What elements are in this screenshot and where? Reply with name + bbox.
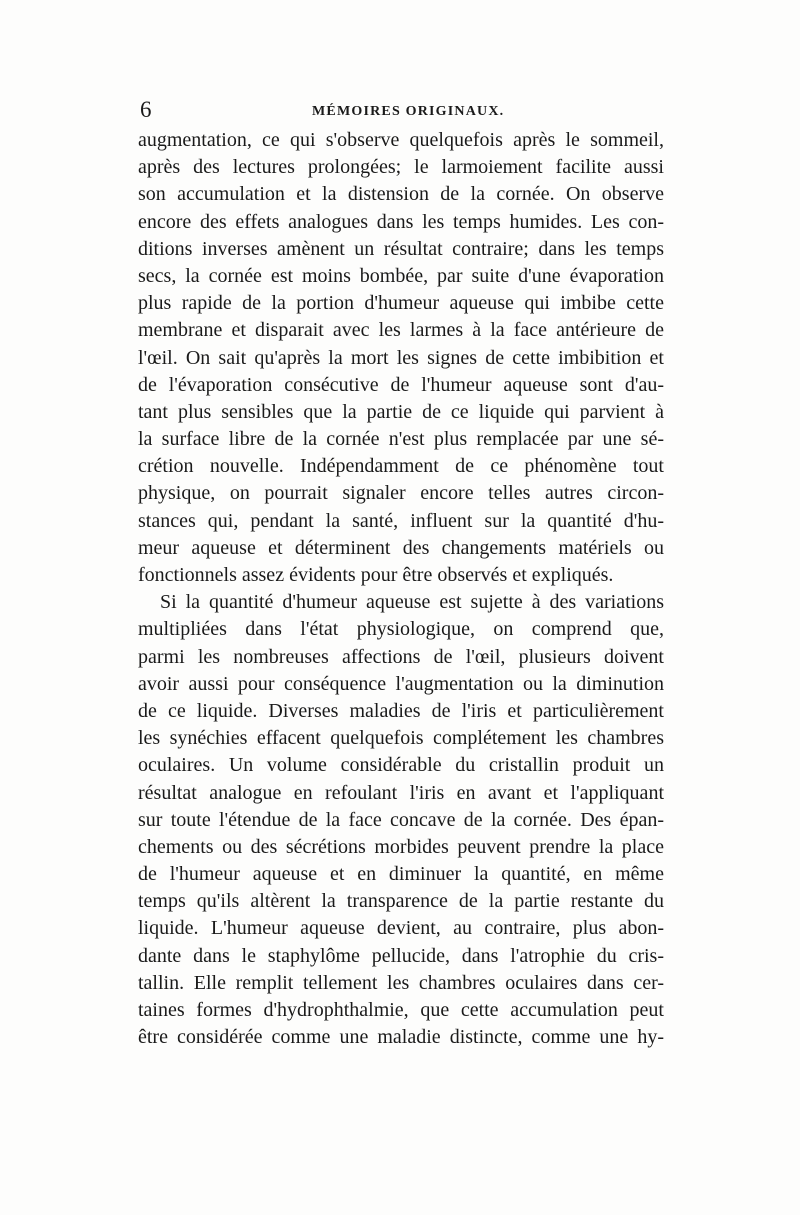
paragraph-start-line: Si la quantité d'humeur aqueuse est sujette à des variations — [160, 591, 664, 614]
text-line: multipliées dans l'état physiologique, on comprend que, — [138, 618, 664, 641]
text-line: physique, on pourrait signaler encore telles autres circon- — [138, 482, 664, 505]
text-line: la surface libre de la cornée n'est plus remplacée par une sé- — [138, 428, 664, 451]
text-line: ditions inverses amènent un résultat contraire; dans les temps — [138, 237, 664, 260]
text-line: de l'humeur aqueuse et en diminuer la quantité, en même — [138, 863, 664, 886]
body-text — [138, 127, 664, 1051]
running-title: MÉMOIRES ORIGINAUX. — [312, 104, 505, 119]
text-line: résultat analogue en refoulant l'iris en avant et l'appliquant — [138, 781, 664, 804]
text-line: plus rapide de la portion d'humeur aqueuse qui imbibe cette — [138, 292, 664, 315]
text-line: membrane et disparait avec les larmes à la face antérieure de — [138, 319, 664, 342]
text-line: temps qu'ils altèrent la transparence de la partie restante du — [138, 890, 664, 913]
text-line: être considérée comme une maladie distincte, comme une hy- — [138, 1026, 664, 1049]
text-line: dante dans le staphylôme pellucide, dans l'atrophie du cris- — [138, 944, 664, 967]
text-line: secs, la cornée est moins bombée, par suite d'une évaporation — [138, 264, 664, 287]
text-line: encore des effets analogues dans les temps humides. Les con- — [138, 210, 664, 233]
text-line: les synéchies effacent quelquefois complétement les chambres — [138, 727, 664, 750]
text-line: meur aqueuse et déterminent des changements matériels ou — [138, 536, 664, 559]
text-line: parmi les nombreuses affections de l'œil, plusieurs doivent — [138, 645, 664, 668]
text-line: augmentation, ce qui s'observe quelquefois après le sommeil, — [138, 129, 664, 151]
text-line: avoir aussi pour conséquence l'augmentation ou la diminution — [138, 672, 664, 695]
text-line: taines formes d'hydrophthalmie, que cette accumulation peut — [138, 999, 664, 1021]
text-line: chements ou des sécrétions morbides peuvent prendre la place — [138, 835, 664, 858]
text-line: crétion nouvelle. Indépendamment de ce phénomène tout — [138, 455, 664, 478]
running-head — [136, 96, 666, 126]
text-line: tallin. Elle remplit tellement les chambres oculaires dans cer- — [138, 971, 664, 994]
text-line: de ce liquide. Diverses maladies de l'iris et particulièrement — [138, 699, 664, 722]
text-line: tant plus sensibles que la partie de ce liquide qui parvient à — [138, 400, 664, 423]
page-number: 6 — [140, 97, 152, 122]
text-line: après des lectures prolongées; le larmoiement facilite aussi — [138, 156, 664, 179]
text-line: sur toute l'étendue de la face concave de la cornée. Des épan- — [138, 808, 664, 831]
text-line: stances qui, pendant la santé, influent sur la quantité d'hu- — [138, 509, 664, 532]
text-line: de l'évaporation consécutive de l'humeur aqueuse sont d'au- — [138, 373, 664, 396]
text-line: l'œil. On sait qu'après la mort les signes de cette imbibition et — [138, 346, 664, 369]
text-line: oculaires. Un volume considérable du cristallin produit un — [138, 754, 664, 777]
text-line: son accumulation et la distension de la cornée. On observe — [138, 183, 664, 206]
text-line: liquide. L'humeur aqueuse devient, au contraire, plus abon- — [138, 917, 664, 940]
text-line: fonctionnels assez évidents pour être observés et expliqués. — [138, 564, 614, 586]
